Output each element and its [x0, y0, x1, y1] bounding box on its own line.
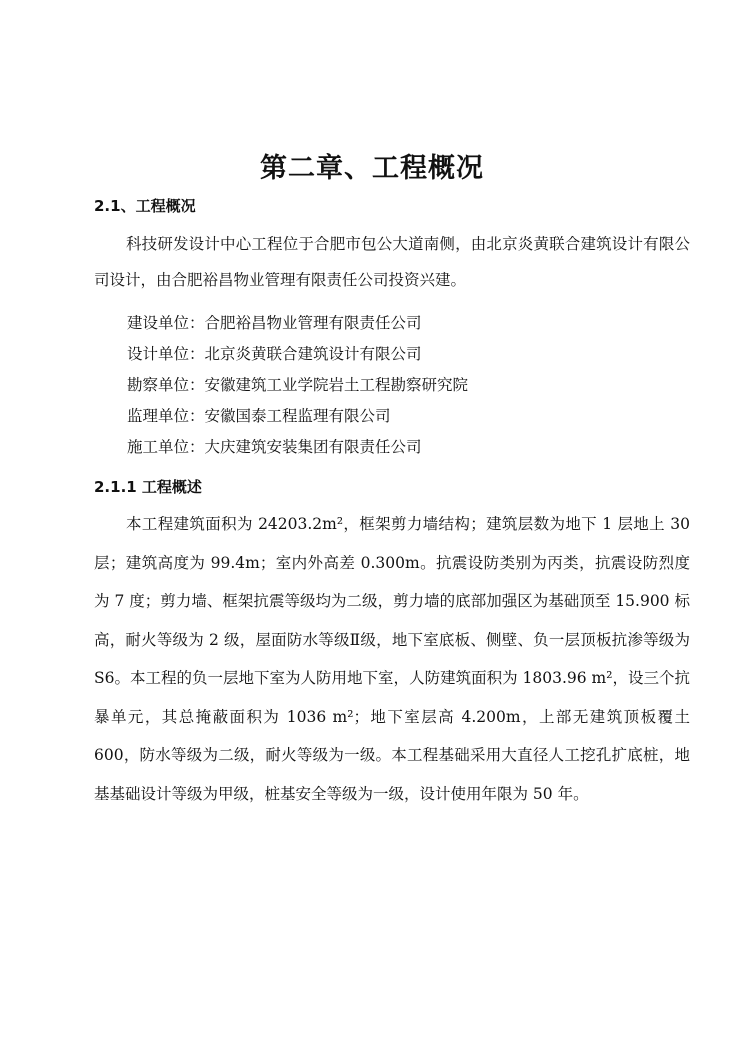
project-units-list	[127, 308, 468, 463]
unit-contractor: 施工单位：大庆建筑安装集团有限责任公司	[127, 438, 422, 456]
unit-construction: 建设单位：合肥裕昌物业管理有限责任公司	[127, 314, 422, 332]
unit-design: 设计单位：北京炎黄联合建筑设计有限公司	[127, 345, 422, 363]
unit-supervision: 监理单位：安徽国泰工程监理有限公司	[127, 407, 391, 425]
section-2-1-1-body-paragraph: 本工程建筑面积为 24203.2m²，框架剪力墙结构；建筑层数为地下 1 层地上 30 层；建筑高度为 99.4m；室内外高差 0.300m。抗震设防类别为丙类，抗震设防烈度为 7 度；剪力墙、框架抗震等级均为二级，剪力墙的底部加强区为基础顶至 15.900 标高，耐火等级为 2 级，屋面防水等级Ⅱ级，地下室底板、侧壁、负一层顶板抗渗等级为 S6。本工程的负一层地下室为人防用地下室，人防建筑面积为 1803.96 m²，设三个抗暴单元，其总掩蔽面积为 1036 m²；地下室层高 4.200m，上部无建筑顶板覆土 600，防水等级为二级，耐火等级为一级。本工程基础采用大直径人工挖孔扩底桩，地基基础设计等级为甲级，桩基安全等级为一级，设计使用年限为 50 年。	[94, 515, 690, 803]
section-heading-2-1-1: 2.1.1 工程概述	[94, 478, 202, 496]
section-2-1-intro-paragraph: 科技研发设计中心工程位于合肥市包公大道南侧，由北京炎黄联合建筑设计有限公司设计，由合肥裕昌物业管理有限责任公司投资兴建。	[94, 235, 690, 289]
section-heading-2-1: 2.1、工程概况	[94, 197, 196, 215]
unit-survey: 勘察单位：安徽建筑工业学院岩土工程勘察研究院	[127, 376, 469, 394]
chapter-title: 第二章、工程概况	[260, 153, 484, 184]
